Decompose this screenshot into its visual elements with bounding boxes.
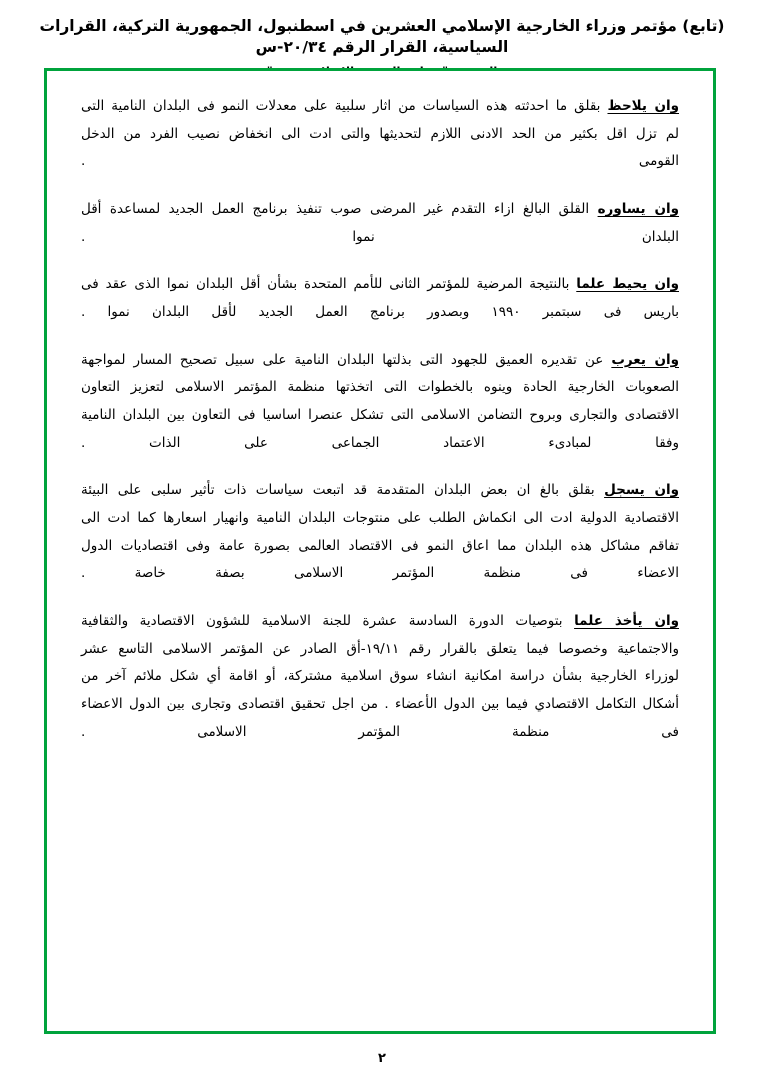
paragraph-lead: وان يساوره (597, 201, 680, 218)
paragraph-text: بتوصيات الدورة السادسة عشرة للجنة الاسلامية للشؤون الاقتصادية والثقافية والاجتماعية وخصوصا فيما يتعلق بالقرار رقم ١٩/١١-أق الصادر عن المؤتمر الاسلامى التاسع عشر لوزراء الخارجية بشأن دراسة امكانية انشاء سوق اسلامية مشتركة، أو اقامة أي شكل ملائم آخر من أشكال التكامل الاقتصادي فيما بين الدول الأعضاء . من اجل تحقيق اقتصادى وتجارى بين الدول الاعضاء فى منظمة المؤتمر الاسلامى . (81, 613, 679, 740)
content-frame (44, 68, 716, 1034)
paragraph-lead: وان يأخذ علما (574, 613, 679, 630)
paragraph (81, 608, 679, 746)
paragraph-lead: وان يسجل (604, 482, 680, 499)
paragraph-lead: وان يحيط علما (576, 276, 679, 293)
paragraph-text: عن تقديره العميق للجهود التى بذلتها البلدان النامية على سبيل تصحيح المسار لمواجهة الصعوبات الخارجية الحادة وينوه بالخطوات التى اتخذتها منظمة المؤتمر الاسلامى لتعزيز التعاون الاقتصادى والتجارى وبروح التضامن الاسلامى التى تشكل عنصرا اساسيا فى التعاون بين البلدان النامية وفقا لمبادىء الاعتماد الجماعى على الذات . (81, 351, 679, 451)
content-body (47, 71, 713, 1031)
paragraph (81, 196, 679, 251)
paragraph-text: القلق البالغ ازاء التقدم غير المرضى صوب تنفيذ برنامج العمل الجديد لمساعدة أقل البلدان نموا . (81, 201, 679, 245)
paragraph (81, 477, 679, 588)
paragraph-text: بقلق ما احدثته هذه السياسات من اثار سلبية على معدلات النمو فى البلدان النامية التى لم تزل اقل بكثير من الحد الادنى اللازم لتحديثها والتى ادت الى انخفاض نصيب الفرد من الدخل القومى . (81, 98, 679, 170)
page-title: (تابع) مؤتمر وزراء الخارجية الإسلامي العشرين في اسطنبول، الجمهورية التركية، القرارات السياسية، القرار الرقم ٢٠/٣٤-س (39, 17, 725, 56)
paragraph-text: بالنتيجة المرضية للمؤتمر الثانى للأمم المتحدة بشأن أقل البلدان نموا الذى عقد فى باريس فى سبتمبر ١٩٩٠ وبصدور برنامج العمل الجديد لأقل البلدان نموا . (81, 276, 679, 321)
paragraph (81, 271, 679, 326)
paragraph-text: بقلق بالغ ان بعض البلدان المتقدمة قد اتبعت سياسات ذات تأثير سلبى على البيئة الاقتصادية الدولية ادت الى انكماش الطلب على منتوجات البلدان النامية وانهيار اسعارها كما ادت الى تفاقم مشاكل هذه البلدان مما اعاق النمو فى الاقتصاد العالمى بصورة عامة وفى اقتصاديات الدول الاعضاء فى منظمة المؤتمر الاسلامى بصفة خاصة . (81, 482, 679, 582)
paragraph-lead: وان يلاحظ (607, 98, 679, 114)
page-number: ٢ (378, 1051, 386, 1066)
paragraph (81, 93, 679, 176)
paragraph-lead: وان يعرب (611, 351, 679, 368)
paragraph (81, 347, 679, 458)
